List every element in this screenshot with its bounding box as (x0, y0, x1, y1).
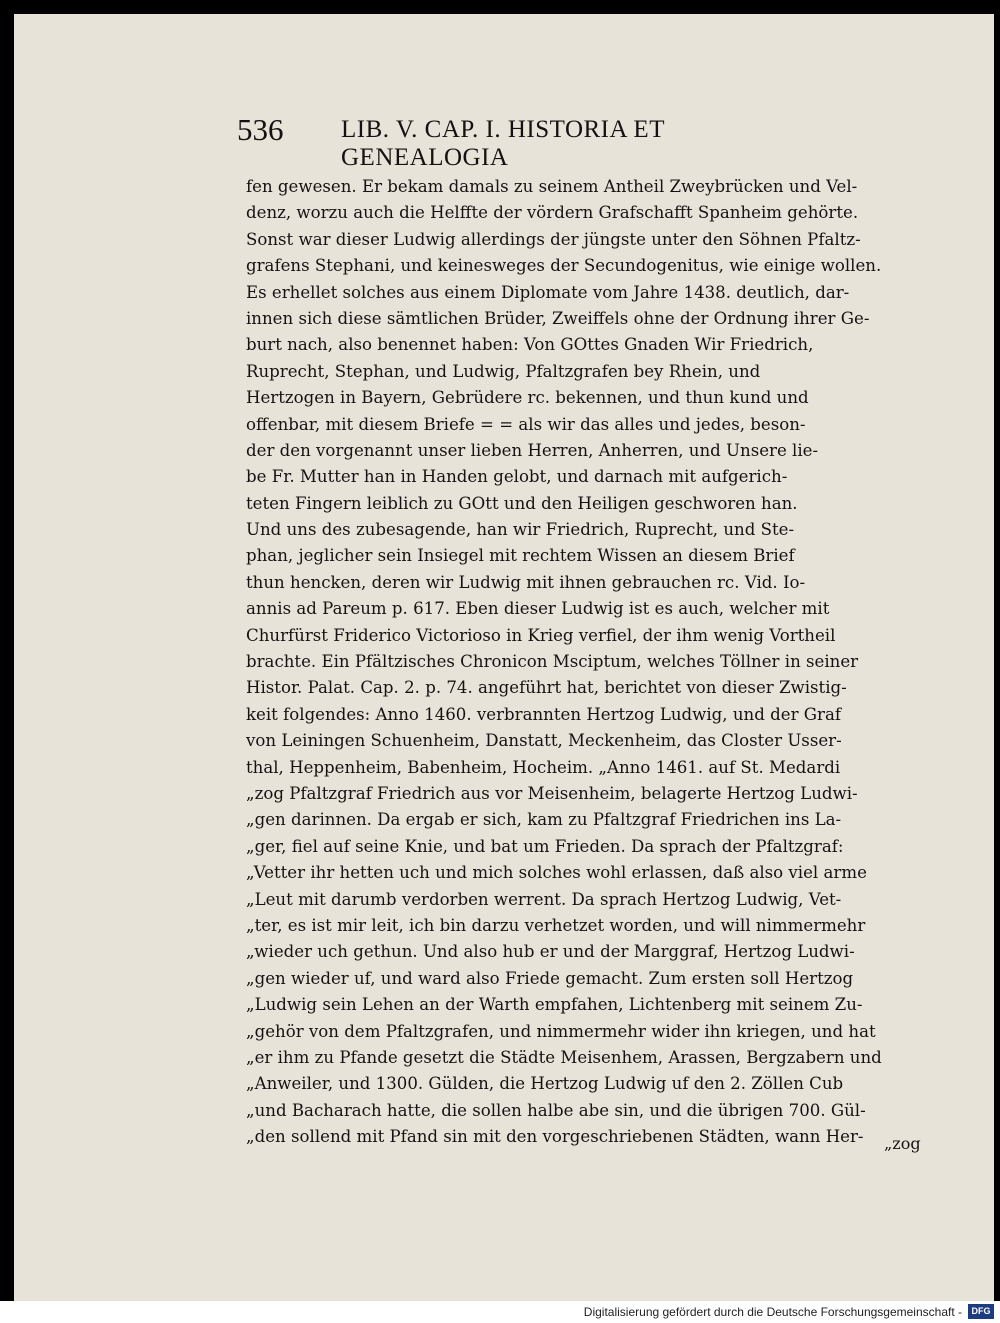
text-line: „ger, fiel auf seine Knie, und bat um Frieden. Da sprach der Pfaltzgraf: (246, 836, 844, 856)
text-line: Churfürst Friderico Victorioso in Krieg verfiel, der ihm wenig Vortheil (246, 625, 836, 645)
dfg-logo: DFG (968, 1304, 994, 1319)
text-line: Und uns des zubesagende, han wir Friedrich, Ruprecht, und Ste- (246, 520, 795, 540)
text-line: Hertzogen in Bayern, Gebrüdere rc. bekennen, und thun kund und (246, 388, 809, 408)
body-text (246, 174, 946, 1150)
funding-credit: Digitalisierung gefördert durch die Deutsche Forschungsgemeinschaft - (583, 1305, 962, 1319)
text-line: „gen darinnen. Da ergab er sich, kam zu Pfaltzgraf Friedrichen ins La- (246, 810, 842, 830)
page-header (224, 112, 824, 171)
text-line: Histor. Palat. Cap. 2. p. 74. angeführt hat, berichtet von dieser Zwistig- (246, 678, 847, 698)
text-line: „ter, es ist mir leit, ich bin darzu verhetzet worden, und will nimmermehr (246, 915, 866, 935)
text-line: „gen wieder uf, und ward also Friede gemacht. Zum ersten soll Hertzog (246, 968, 854, 988)
text-line: annis ad Pareum p. 617. Eben dieser Ludwig ist es auch, welcher mit (246, 599, 830, 619)
text-line: „wieder uch gethun. Und also hub er und der Marggraf, Hertzog Ludwi- (246, 942, 855, 962)
text-line: thal, Heppenheim, Babenheim, Hocheim. „Anno 1461. auf St. Medardi (246, 757, 841, 777)
text-line: brachte. Ein Pfältzisches Chronicon Msciptum, welches Töllner in seiner (246, 652, 859, 672)
text-line: Sonst war dieser Ludwig allerdings der jüngste unter den Söhnen Pfaltz- (246, 229, 861, 249)
text-line: Es erhellet solches aus einem Diplomate vom Jahre 1438. deutlich, dar- (246, 282, 850, 302)
text-line: von Leiningen Schuenheim, Danstatt, Meckenheim, das Closter Usser- (246, 731, 842, 751)
text-line: keit folgendes: Anno 1460. verbrannten Hertzog Ludwig, und der Graf (246, 704, 841, 724)
page-number: 536 (237, 112, 284, 147)
catchword: „zog (884, 1134, 921, 1153)
text-line: burt nach, also benennet haben: Von GOttes Gnaden Wir Friedrich, (246, 335, 814, 355)
text-line: „und Bacharach hatte, die sollen halbe abe sin, und die übrigen 700. Gül- (246, 1100, 866, 1120)
text-line: grafens Stephani, und keinesweges der Secundogenitus, wie einige wollen. (246, 256, 882, 276)
text-line: „Leut mit darumb verdorben werrent. Da sprach Hertzog Ludwig, Vet- (246, 889, 842, 909)
book-page (14, 14, 994, 1301)
text-line: „er ihm zu Pfande gesetzt die Städte Meisenhem, Arassen, Bergzabern und (246, 1047, 882, 1067)
text-line: „den sollend mit Pfand sin mit den vorgeschriebenen Städten, wann Her- (246, 1127, 864, 1147)
text-line: offenbar, mit diesem Briefe = = als wir das alles und jedes, beson- (246, 414, 806, 434)
text-line: der den vorgenannt unser lieben Herren, Anherren, und Unsere lie- (246, 440, 819, 460)
text-line: „Anweiler, und 1300. Gülden, die Hertzog Ludwig uf den 2. Zöllen Cub (246, 1074, 844, 1094)
text-line: innen sich diese sämtlichen Brüder, Zweiffels ohne der Ordnung ihrer Ge- (246, 308, 870, 328)
text-line: teten Fingern leiblich zu GOtt und den Heiligen geschworen han. (246, 493, 798, 513)
text-line: thun hencken, deren wir Ludwig mit ihnen gebrauchen rc. Vid. Io- (246, 572, 806, 592)
text-line: „zog Pfaltzgraf Friedrich aus vor Meisenheim, belagerte Hertzog Ludwi- (246, 783, 858, 803)
text-line: be Fr. Mutter han in Handen gelobt, und darnach mit aufgerich- (246, 467, 788, 487)
text-line: „gehör von dem Pfaltzgrafen, und nimmermehr wider ihn kriegen, und hat (246, 1021, 876, 1041)
text-line: fen gewesen. Er bekam damals zu seinem Antheil Zweybrücken und Vel- (246, 177, 858, 196)
text-line: Ruprecht, Stephan, und Ludwig, Pfaltzgrafen bey Rhein, und (246, 361, 761, 381)
text-line: „Vetter ihr hetten uch und mich solches wohl erlassen, daß also viel arme (246, 863, 867, 883)
text-line: phan, jeglicher sein Insiegel mit rechtem Wissen an diesem Brief (246, 546, 795, 566)
footer-bar (0, 1301, 1000, 1323)
text-line: denz, worzu auch die Helffte der vördern Grafschafft Spanheim gehörte. (246, 203, 859, 223)
running-head: LIB. V. CAP. I. HISTORIA ET GENEALOGIA (341, 116, 665, 171)
text-line: „Ludwig sein Lehen an der Warth empfahen, Lichtenberg mit seinem Zu- (246, 995, 863, 1015)
